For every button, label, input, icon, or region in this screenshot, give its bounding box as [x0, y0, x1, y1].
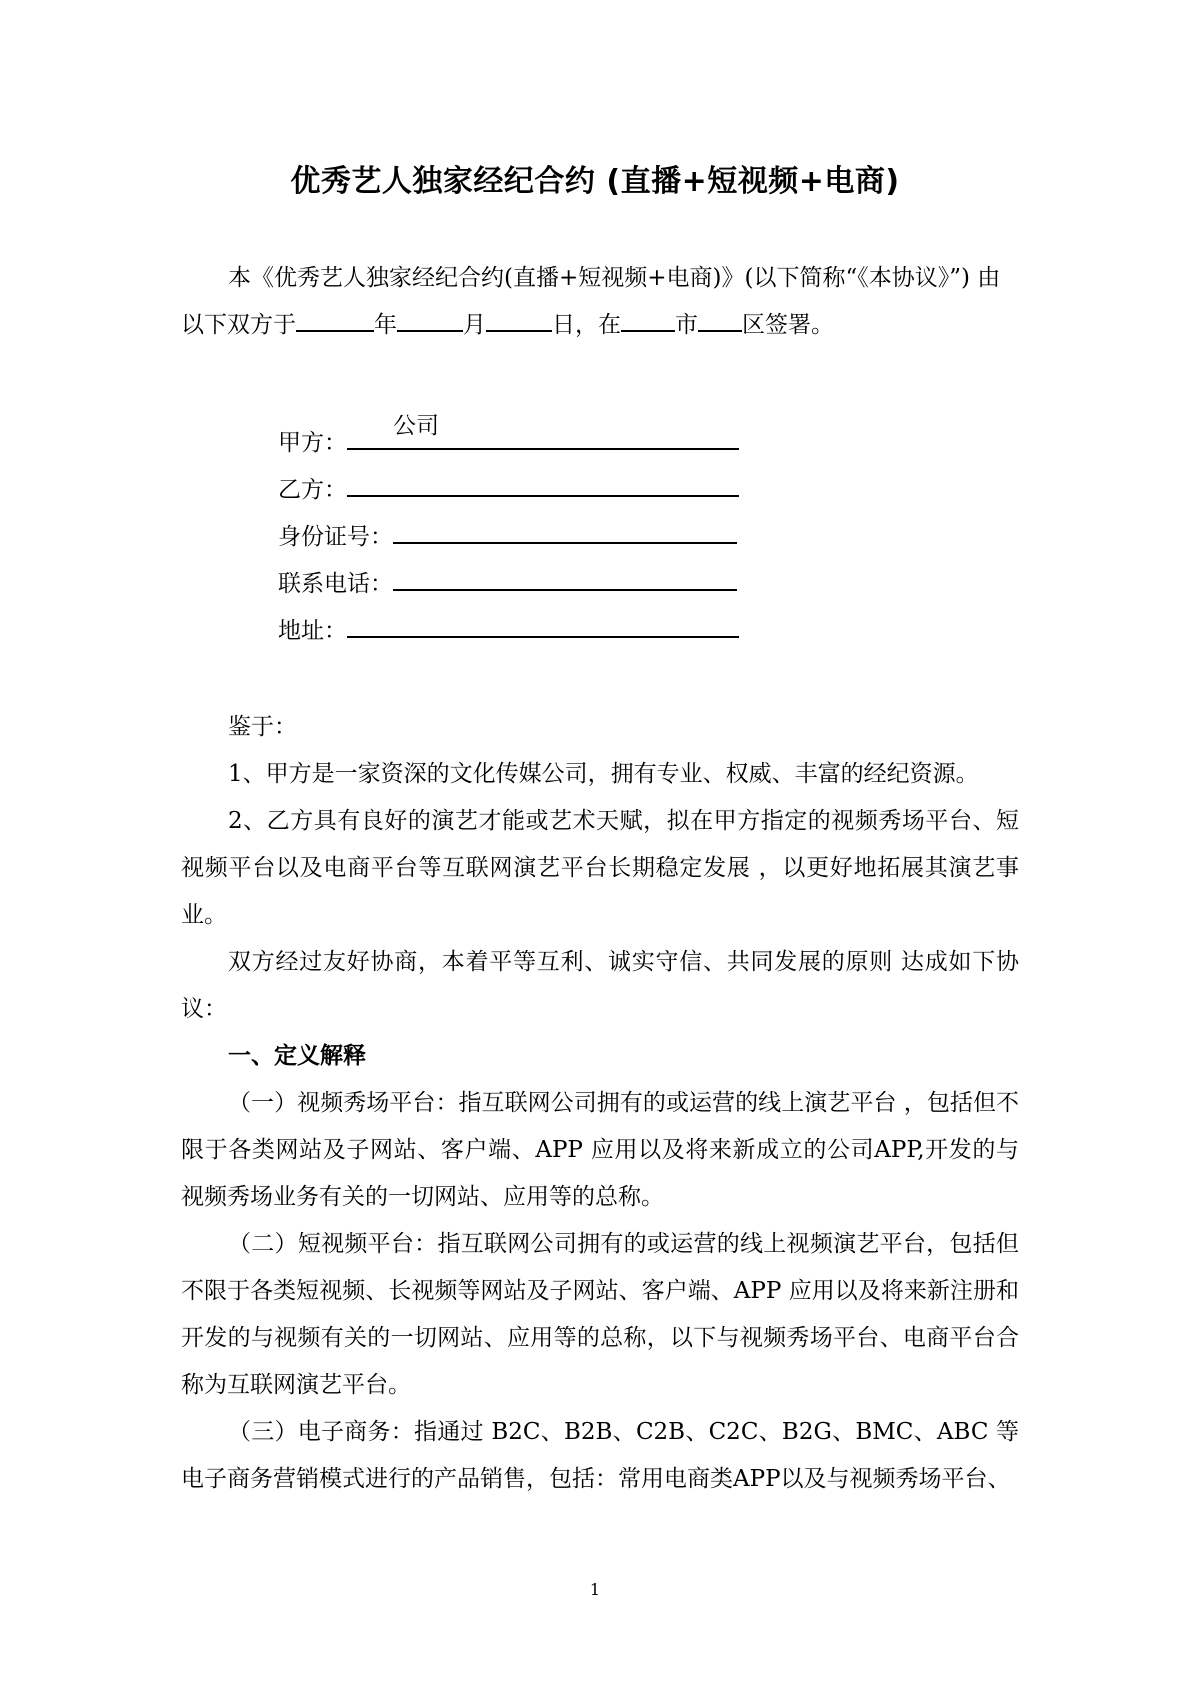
year-blank[interactable] [296, 306, 374, 332]
definition-3: （三）电子商务：指通过 B2C、B2B、C2B、C2C、B2G、BMC、ABC 等电子商务营销模式进行的产品销售，包括：常用电商类APP以及与视频秀场平台、 [181, 1419, 1019, 1492]
parties-block [278, 413, 739, 655]
city-blank[interactable] [621, 306, 675, 332]
document-title: 优秀艺人独家经纪合约 (直播+短视频+电商) [290, 164, 900, 199]
party-a-field[interactable]: 公司 [347, 420, 739, 450]
address-field[interactable] [347, 608, 739, 638]
definition-2: （二）短视频平台：指互联网公司拥有的或运营的线上视频演艺平台，包括但不限于各类短视频、长视频等网站及子网站、客户端、APP 应用以及将来新注册和开发的与视频有关的一切网站、应用等的总称，以下与视频秀场平台、电商平台合称为互联网演艺平台。 [181, 1231, 1019, 1398]
phone-row: 联系电话： [278, 561, 739, 608]
intro-paragraph [181, 255, 1019, 349]
main-body [181, 704, 1019, 1503]
agreement-statement: 双方经过友好协商，本着平等互利、诚实守信、共同发展的原则 达成如下协议： [181, 949, 1019, 1022]
district-blank[interactable] [698, 306, 742, 332]
phone-field[interactable] [393, 561, 737, 591]
address-row: 地址： [278, 608, 739, 655]
whereas-item-1: 1、甲方是一家资深的文化传媒公司，拥有专业、权威、丰富的经纪资源。 [228, 761, 979, 787]
id-number-field[interactable] [393, 514, 737, 544]
whereas-label: 鉴于： [228, 714, 297, 740]
intro-line-1: 本《优秀艺人独家经纪合约(直播+短视频+电商)》(以下简称“《本协议》”) 由 [228, 265, 1001, 291]
id-number-row: 身份证号： [278, 514, 739, 561]
month-blank[interactable] [397, 306, 463, 332]
whereas-item-2: 2、乙方具有良好的演艺才能或艺术天赋，拟在甲方指定的视频秀场平台、短视频平台以及电商平台等互联网演艺平台长期稳定发展 ，以更好地拓展其演艺事业。 [181, 808, 1019, 928]
section-1-heading: 一、定义解释 [228, 1043, 366, 1069]
intro-line-2: 以下双方于 年 月 日，在 市 区签署。 [181, 302, 1019, 349]
day-blank[interactable] [486, 306, 552, 332]
party-b-row: 乙方： [278, 467, 739, 514]
party-b-field[interactable] [347, 467, 739, 497]
definition-1: （一）视频秀场平台：指互联网公司拥有的或运营的线上演艺平台 ，包括但不限于各类网站及子网站、客户端、APP 应用以及将来新成立的公司APP,开发的与视频秀场业务有关的一切网站、应用等的总称。 [181, 1090, 1019, 1210]
page-number: 1 [589, 1580, 601, 1599]
party-a-row: 甲方： 公司 [278, 420, 739, 467]
